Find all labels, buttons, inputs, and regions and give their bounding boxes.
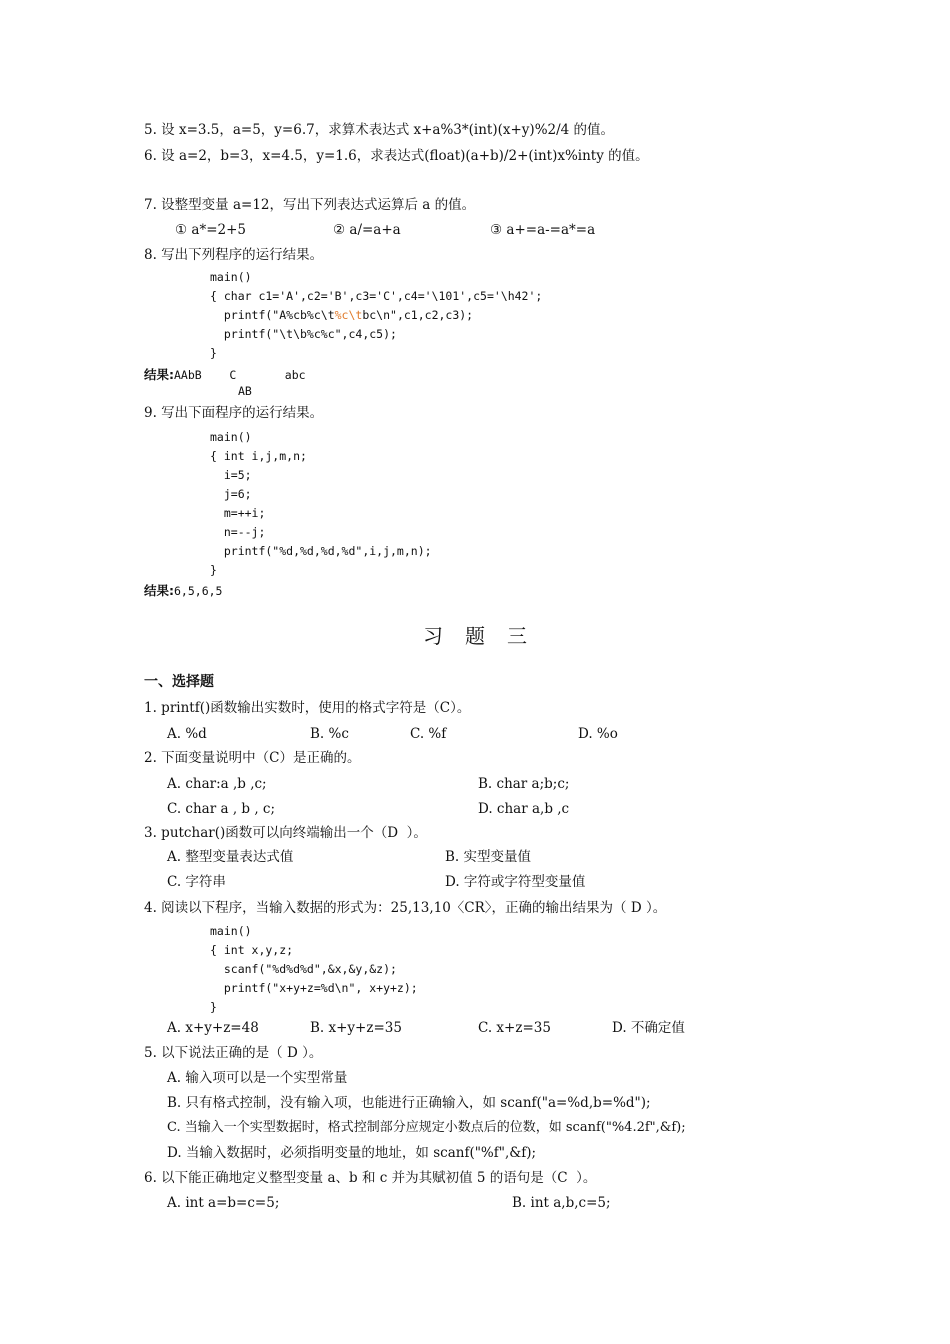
choice-5-option-b: B. 只有格式控制，没有输入项，也能进行正确输入，如 scanf("a=%d,b=%d"); xyxy=(167,1095,651,1111)
q9-code-line: j=6; xyxy=(210,487,252,501)
q9-code-line: i=5; xyxy=(210,468,252,482)
q8-result-label: 结果: xyxy=(144,367,174,382)
choice-4-stem: 4. 阅读以下程序，当输入数据的形式为：25,13,10〈CR〉，正确的输出结果为（ D ）。 xyxy=(144,900,667,916)
question-7-option-1: ① a*=2+5 xyxy=(175,222,246,238)
choice-5-option-a: A. 输入项可以是一个实型常量 xyxy=(167,1070,348,1086)
question-8: 8. 写出下列程序的运行结果。 xyxy=(144,247,324,263)
choice-4-code-line: printf("x+y+z=%d\n", x+y+z); xyxy=(210,981,418,995)
q8-code-segment: printf("A%cb%c\t xyxy=(210,308,335,322)
question-7-option-2: ② a/=a+a xyxy=(333,222,401,238)
q8-code-line xyxy=(210,306,473,325)
choice-2-option-c: C. char a , b , c; xyxy=(167,801,276,817)
q8-code-line: { char c1='A',c2='B',c3='C',c4='\101',c5='\h42'; xyxy=(210,289,543,303)
choice-4-code-line: } xyxy=(210,1000,217,1014)
q8-code-line: main() xyxy=(210,270,252,284)
choice-1-option-d: D. %o xyxy=(578,726,618,742)
choice-2-option-d: D. char a,b ,c xyxy=(478,801,570,817)
choice-5-stem: 5. 以下说法正确的是（ D ）。 xyxy=(144,1045,323,1061)
choice-4-code-line: main() xyxy=(210,924,252,938)
q9-code-line: m=++i; xyxy=(210,506,266,520)
q8-result-line-2: AB xyxy=(238,384,252,398)
choice-4-option-c: C. x+z=35 xyxy=(478,1020,551,1036)
q9-result-value: 6,5,6,5 xyxy=(174,584,223,598)
q8-result-line-1: AAbB C abc xyxy=(174,368,306,382)
choice-1-option-b: B. %c xyxy=(310,726,349,742)
question-6: 6. 设 a=2，b=3，x=4.5，y=1.6，求表达式(float)(a+b)/2+(int)x%inty 的值。 xyxy=(144,148,649,164)
section-title: 一、选择题 xyxy=(144,674,214,690)
q9-code-line: n=--j; xyxy=(210,525,266,539)
q9-code-line: { int i,j,m,n; xyxy=(210,449,307,463)
question-5: 5. 设 x=3.5，a=5，y=6.7，求算术表达式 x+a%3*(int)(x+y)%2/4 的值。 xyxy=(144,122,615,138)
choice-6-option-b: B. int a,b,c=5; xyxy=(512,1195,611,1211)
chapter-title: 习题三 xyxy=(423,624,549,648)
choice-1-stem: 1. printf()函数输出实数时，使用的格式字符是（C）。 xyxy=(144,700,471,716)
choice-5-option-c: C. 当输入一个实型数据时，格式控制部分应规定小数点后的位数，如 scanf("%4.2f",&f); xyxy=(167,1120,686,1135)
q9-code-line: main() xyxy=(210,430,252,444)
choice-4-code-line: { int x,y,z; xyxy=(210,943,294,957)
question-9: 9. 写出下面程序的运行结果。 xyxy=(144,405,324,421)
q8-code-line: printf("\t\b%c%c",c4,c5); xyxy=(210,327,397,341)
choice-1-option-a: A. %d xyxy=(167,726,207,742)
q9-result xyxy=(144,581,222,599)
q8-result xyxy=(144,365,306,383)
choice-4-code-line: scanf("%d%d%d",&x,&y,&z); xyxy=(210,962,397,976)
choice-3-option-b: B. 实型变量值 xyxy=(445,849,532,865)
q8-code-line: } xyxy=(210,346,217,360)
choice-4-option-a: A. x+y+z=48 xyxy=(167,1020,259,1036)
choice-2-option-a: A. char:a ,b ,c; xyxy=(167,776,267,792)
question-7-option-3: ③ a+=a-=a*=a xyxy=(490,222,596,238)
choice-3-option-a: A. 整型变量表达式值 xyxy=(167,849,294,865)
choice-5-option-d: D. 当输入数据时，必须指明变量的地址，如 scanf("%f",&f); xyxy=(167,1145,537,1161)
choice-4-option-b: B. x+y+z=35 xyxy=(310,1020,402,1036)
choice-1-option-c: C. %f xyxy=(410,726,447,742)
choice-3-option-d: D. 字符或字符型变量值 xyxy=(445,874,586,890)
choice-2-stem: 2. 下面变量说明中（C）是正确的。 xyxy=(144,750,361,766)
choice-2-option-b: B. char a;b;c; xyxy=(478,776,570,792)
choice-6-option-a: A. int a=b=c=5; xyxy=(167,1195,280,1211)
q8-code-highlight: %c\t xyxy=(334,308,363,322)
q8-code-segment: bc\n",c1,c2,c3); xyxy=(362,308,474,322)
choice-4-option-d: D. 不确定值 xyxy=(612,1020,685,1036)
question-7: 7. 设整型变量 a=12，写出下列表达式运算后 a 的值。 xyxy=(144,197,476,213)
q9-result-label: 结果: xyxy=(144,583,174,598)
q9-code-line: printf("%d,%d,%d,%d",i,j,m,n); xyxy=(210,544,432,558)
choice-3-stem: 3. putchar()函数可以向终端输出一个（D ）。 xyxy=(144,825,427,841)
q9-code-line: } xyxy=(210,563,217,577)
choice-3-option-c: C. 字符串 xyxy=(167,874,226,890)
choice-6-stem: 6. 以下能正确地定义整型变量 a、b 和 c 并为其赋初值 5 的语句是（C ）。 xyxy=(144,1170,597,1186)
